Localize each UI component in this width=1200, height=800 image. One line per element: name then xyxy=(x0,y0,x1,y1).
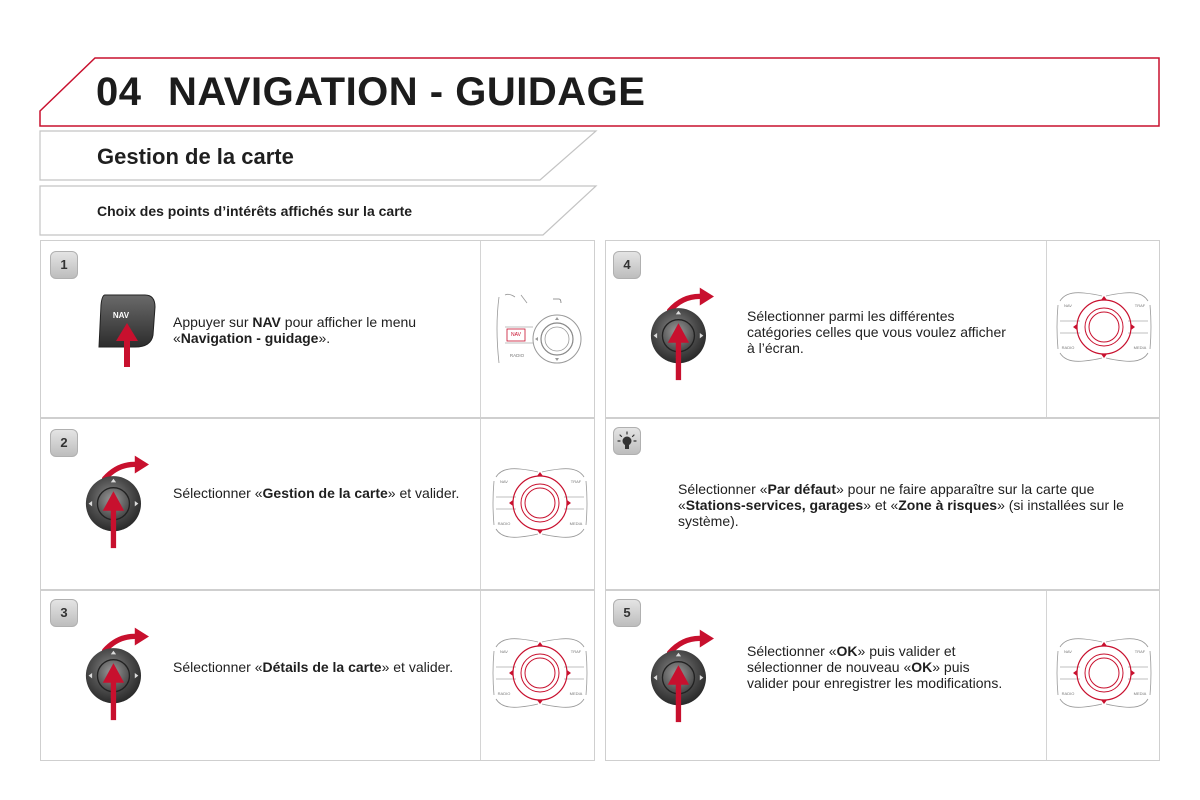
rotary-knob-icon xyxy=(85,623,165,723)
step-3-text xyxy=(173,659,463,675)
step-2-panel xyxy=(40,418,595,590)
text-run: » et valider. xyxy=(381,659,454,675)
step-number-badge: 4 xyxy=(613,251,641,279)
text-run: Sélectionner « xyxy=(678,481,768,497)
radio-diagram-label: RADIO xyxy=(509,353,525,358)
svg-text:NAV: NAV xyxy=(1064,303,1072,308)
step-2-text xyxy=(173,485,463,501)
emphasized-text: NAV xyxy=(252,314,281,330)
section-title: Gestion de la carte xyxy=(97,144,294,169)
text-run: » (si installées sur le système). xyxy=(678,497,1124,529)
svg-text:TRAF: TRAF xyxy=(1134,303,1146,308)
step-number-badge: 2 xyxy=(50,429,78,457)
svg-text:NAV: NAV xyxy=(500,649,508,654)
emphasized-text: Gestion de la carte xyxy=(262,485,388,501)
control-knob-diagram xyxy=(1054,633,1154,713)
emphasized-text: OK xyxy=(836,643,858,659)
chapter-title: NAVIGATION - GUIDAGE xyxy=(168,70,646,114)
text-run: Sélectionner « xyxy=(173,485,263,501)
step-number-badge: 1 xyxy=(50,251,78,279)
step-5-text xyxy=(747,643,1012,691)
svg-text:TRAF: TRAF xyxy=(570,479,582,484)
svg-text:MEDIA: MEDIA xyxy=(569,691,583,696)
nav-button-icon xyxy=(95,289,159,369)
rotary-knob-icon xyxy=(85,451,165,551)
svg-text:RADIO: RADIO xyxy=(497,521,511,526)
text-run: » et « xyxy=(863,497,899,513)
emphasized-text: OK xyxy=(911,659,933,675)
text-run: Appuyer sur xyxy=(173,314,253,330)
emphasized-text: Stations-services, garages xyxy=(685,497,864,513)
text-run: Sélectionner « xyxy=(747,643,837,659)
chapter-number: 04 xyxy=(96,70,142,114)
text-run: ». xyxy=(318,330,331,346)
nav-diagram-label: NAV xyxy=(511,332,521,338)
emphasized-text: Par défaut xyxy=(767,481,836,497)
step-number-badge: 3 xyxy=(50,599,78,627)
tip-badge xyxy=(613,427,641,455)
light-bulb-icon xyxy=(614,428,640,454)
control-knob-diagram xyxy=(490,633,590,713)
step-4-panel xyxy=(605,240,1160,418)
subsection-title: Choix des points d’intérêts affichés sur la carte xyxy=(97,203,413,219)
control-knob-diagram xyxy=(490,463,590,543)
emphasized-text: Détails de la carte xyxy=(262,659,382,675)
svg-text:TRAF: TRAF xyxy=(570,649,582,654)
svg-text:MEDIA: MEDIA xyxy=(1133,345,1147,350)
nav-icon-label: NAV xyxy=(112,311,130,320)
svg-text:MEDIA: MEDIA xyxy=(1133,691,1147,696)
radio-panel-nav-diagram xyxy=(493,291,585,367)
text-run: Sélectionner « xyxy=(173,659,263,675)
svg-text:NAV: NAV xyxy=(1064,649,1072,654)
svg-text:MEDIA: MEDIA xyxy=(569,521,583,526)
text-run: pour afficher le menu « xyxy=(173,314,417,346)
step-1-text xyxy=(173,314,473,346)
emphasized-text: Zone à risques xyxy=(898,497,998,513)
step-1-panel xyxy=(40,240,595,418)
text-run: » puis valider et sélectionner de nouveau « xyxy=(747,643,956,675)
step-3-panel xyxy=(40,590,595,761)
step-5-panel xyxy=(605,590,1160,761)
emphasized-text: Navigation - guidage xyxy=(180,330,319,346)
tip-text xyxy=(678,481,1138,529)
svg-text:RADIO: RADIO xyxy=(497,691,511,696)
rotary-knob-icon xyxy=(650,283,730,383)
step-4-text xyxy=(747,308,1012,356)
tip-panel xyxy=(605,418,1160,590)
svg-text:RADIO: RADIO xyxy=(1061,345,1075,350)
rotary-knob-icon xyxy=(650,625,730,725)
step-number-badge: 5 xyxy=(613,599,641,627)
svg-text:NAV: NAV xyxy=(500,479,508,484)
control-knob-diagram xyxy=(1054,287,1154,367)
svg-text:TRAF: TRAF xyxy=(1134,649,1146,654)
text-run: Sélectionner parmi les différentes catégories celles que vous voulez afficher à l’écran. xyxy=(747,308,1006,356)
text-run: » puis valider pour enregistrer les modifications. xyxy=(747,659,1003,691)
svg-text:RADIO: RADIO xyxy=(1061,691,1075,696)
text-run: » et valider. xyxy=(387,485,460,501)
text-run: » pour ne faire apparaître sur la carte que « xyxy=(678,481,1095,513)
